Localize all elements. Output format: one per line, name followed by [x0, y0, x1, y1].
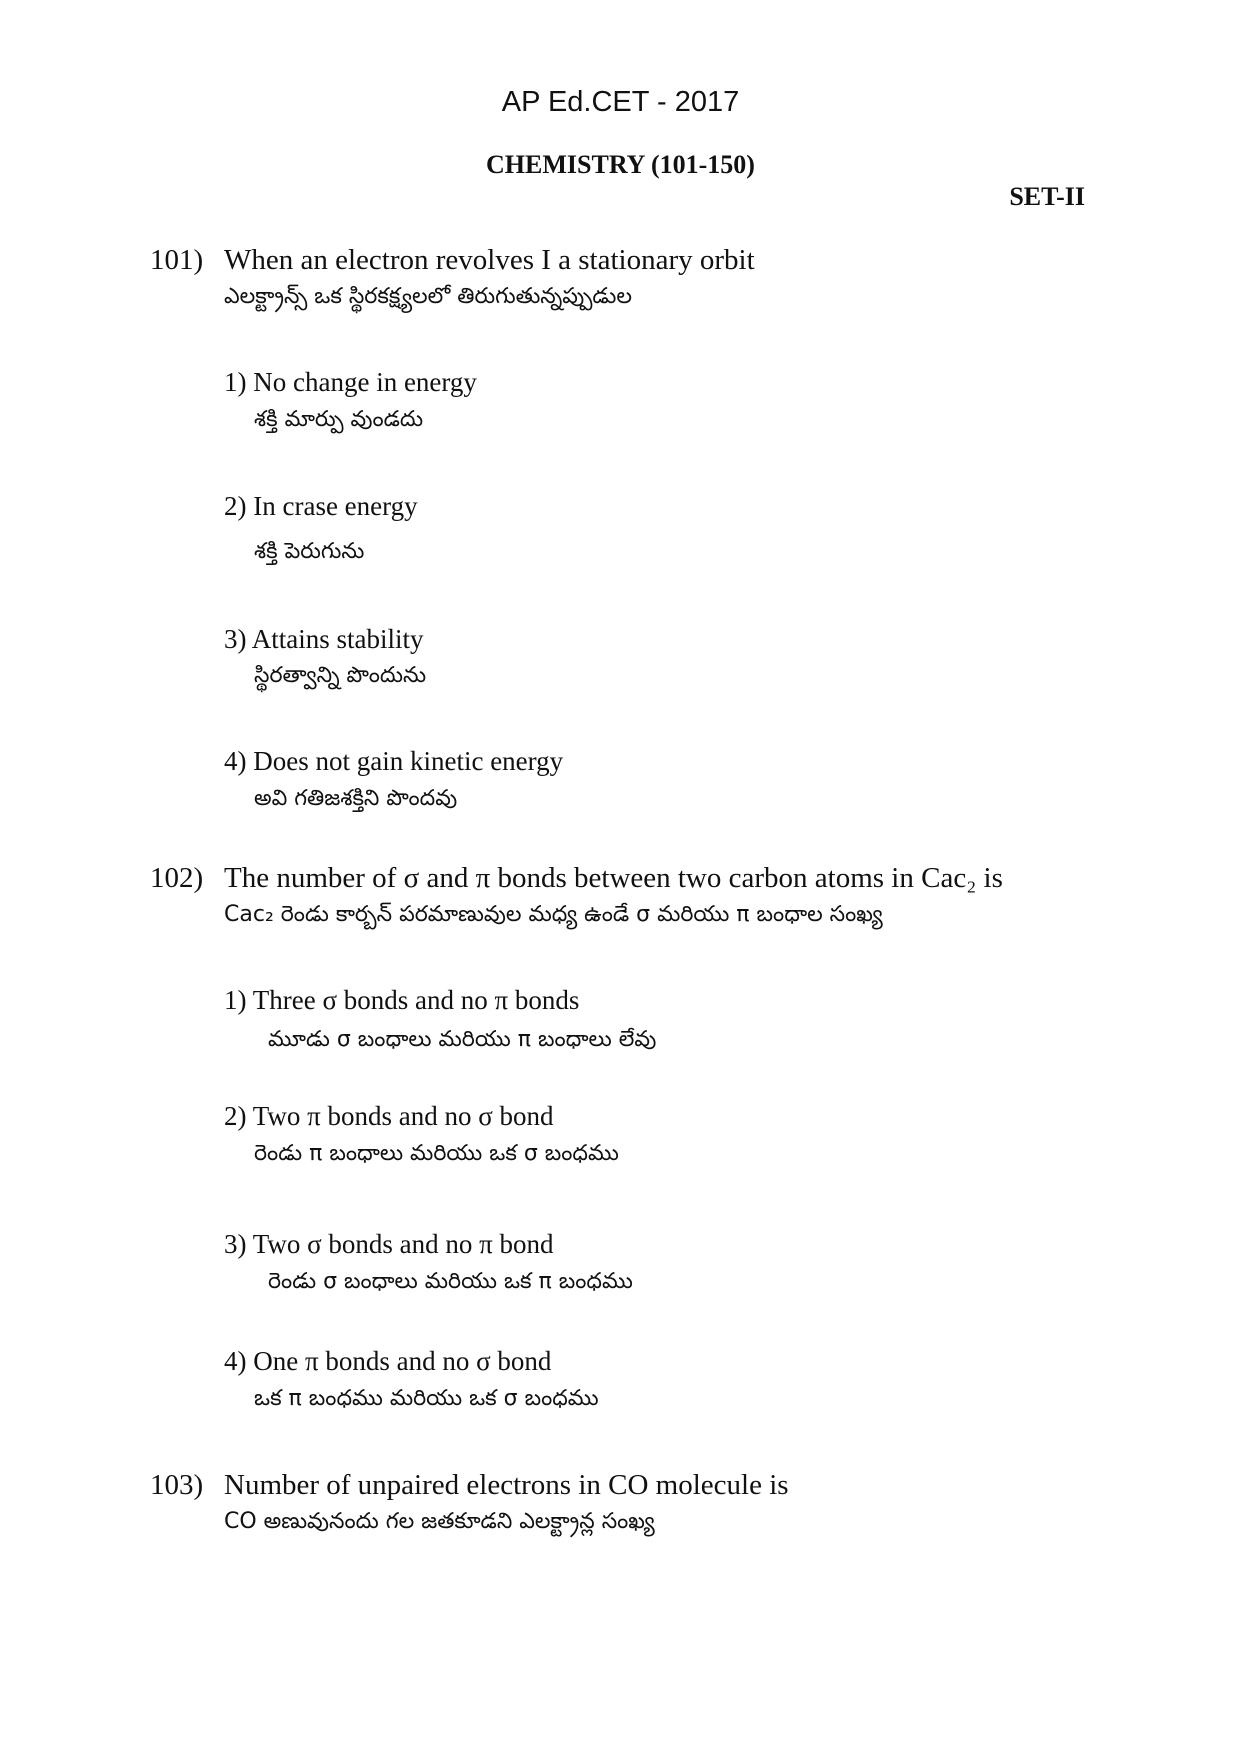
- option-1-te: శక్తి మార్పు వుండదు: [254, 407, 424, 432]
- option-2-te: రెండు π బంధాలు మరియు ఒక σ బంధము: [254, 1141, 619, 1166]
- question-text-te: CO అణువునందు గల జతకూడని ఎలక్ట్రాన్ల సంఖ్య: [224, 1509, 655, 1534]
- exam-title: AP Ed.CET - 2017: [501, 86, 740, 118]
- option-4-te: అవి గతిజశక్తిని పొందవు: [254, 786, 458, 811]
- question-text-te: Cac₂ రెండు కార్బన్ పరమాణువుల మధ్య ఉండే σ మరియు π బంధాల సంఖ్య: [224, 902, 883, 927]
- option-3-te: స్థిరత్వాన్ని పొందును: [254, 663, 427, 688]
- question-number: 101): [150, 244, 204, 276]
- option-1-en: 1) No change in energy: [224, 367, 477, 397]
- option-3-en: 3) Attains stability: [224, 624, 424, 654]
- question-number: 103): [150, 1469, 204, 1501]
- question-text-en: When an electron revolves I a stationary orbit: [224, 244, 755, 276]
- question-number: 102): [150, 862, 204, 894]
- option-4-en: 4) One π bonds and no σ bond: [224, 1346, 552, 1376]
- section-title: CHEMISTRY (101-150): [486, 150, 755, 179]
- option-3-en: 3) Two σ bonds and no π bond: [224, 1229, 554, 1259]
- option-2-en: 2) In crase energy: [224, 491, 418, 521]
- option-1-te: మూడు σ బంధాలు మరియు π బంధాలు లేవు: [268, 1027, 657, 1052]
- option-4-en: 4) Does not gain kinetic energy: [224, 746, 564, 776]
- option-2-en: 2) Two π bonds and no σ bond: [224, 1101, 554, 1131]
- option-3-te: రెండు σ బంధాలు మరియు ఒక π బంధము: [268, 1269, 633, 1294]
- set-label: SET-II: [1009, 182, 1085, 211]
- option-1-en: 1) Three σ bonds and no π bonds: [224, 985, 580, 1015]
- option-2-te: శక్తి పెరుగును: [254, 539, 365, 564]
- question-text-te: ఎలక్ట్రాన్స్ ఒక స్థిరకక్ష్యలలో తిరుగుతున్నప్పుడుల: [224, 284, 632, 309]
- option-4-te: ఒక π బంధము మరియు ఒక σ బంధము: [254, 1386, 599, 1411]
- question-text-en: The number of σ and π bonds between two carbon atoms in Cac₂ is: [224, 862, 1003, 894]
- question-text-en: Number of unpaired electrons in CO molecule is: [224, 1469, 789, 1501]
